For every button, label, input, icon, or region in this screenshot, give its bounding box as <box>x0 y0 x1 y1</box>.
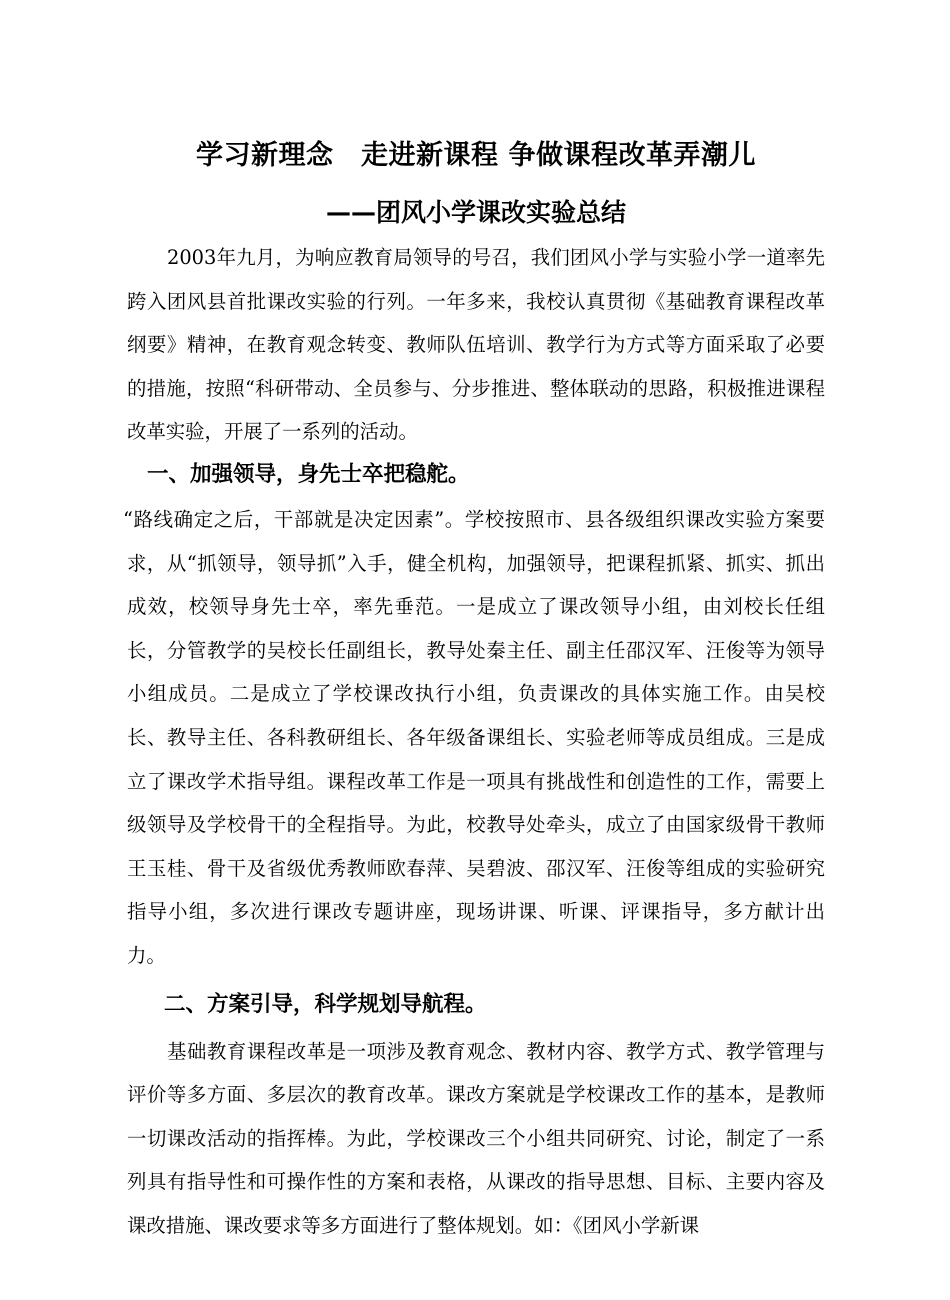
document-subtitle: ——团风小学课改实验总结 <box>325 198 626 227</box>
section-body-2: 基础教育课程改革是一项涉及教育观念、教材内容、教学方式、教学管理与评价等多方面、多层次的教育改革。课改方案就是学校课改工作的基本，是教师一切课改活动的指挥棒。为此，学校课改三个小组共同研究、讨论，制定了一系列具有指导性和可操作性的方案和表格，从课改的指导思想、目标、主要内容及课改措施、课改要求等多方面进行了整体规划。如：《团风小学新课 <box>127 1039 825 1237</box>
document-page <box>123 132 825 1247</box>
intro-paragraph: 2003年九月，为响应教育局领导的号召，我们团风小学与实验小学一道率先跨入团风县首批课改实验的行列。一年多来，我校认真贯彻《基础教育课程改革纲要》精神，在教育观念转变、教师队伍培训、教学行为方式等方面采取了必要的措施，按照“科研带动、全员参与、分步推进、整体联动的思路，积极推进课程改革实验，开展了一系列的活动。 <box>127 246 825 444</box>
section-body-1: “路线确定之后，干部就是决定因素”。学校按照市、县各级组织课改实验方案要求，从“抓领导，领导抓”入手，健全机构，加强领导，把课程抓紧、抓实、抓出成效，校领导身先士卒，率先垂范。一是成立了课改领导小组，由刘校长任组长，分管教学的吴校长任副组长，教导处秦主任、副主任邵汉军、汪俊等为领导小组成员。二是成立了学校课改执行小组，负责课改的具体实施工作。由吴校长、教导主任、各科教研组长、各年级备课组长、实验老师等成员组成。三是成立了课改学术指导组。课程改革工作是一项具有挑战性和创造性的工作，需要上级领导及学校骨干的全程指导。为此，校教导处牵头，成立了由国家级骨干教师王玉桂、骨干及省级优秀教师欧春萍、吴碧波、邵汉军、汪俊等组成的实验研究指导小组，多次进行课改专题讲座，现场讲课、听课、评课指导，多方献计出力。 <box>123 507 825 967</box>
section-heading-2: 二、方案引导，科学规划导航程。 <box>164 991 487 1017</box>
document-title: 学习新理念 走进新课程 争做课程改革弄潮儿 <box>196 140 756 171</box>
section-heading-1: 一、加强领导，身先士卒把稳舵。 <box>147 461 470 487</box>
